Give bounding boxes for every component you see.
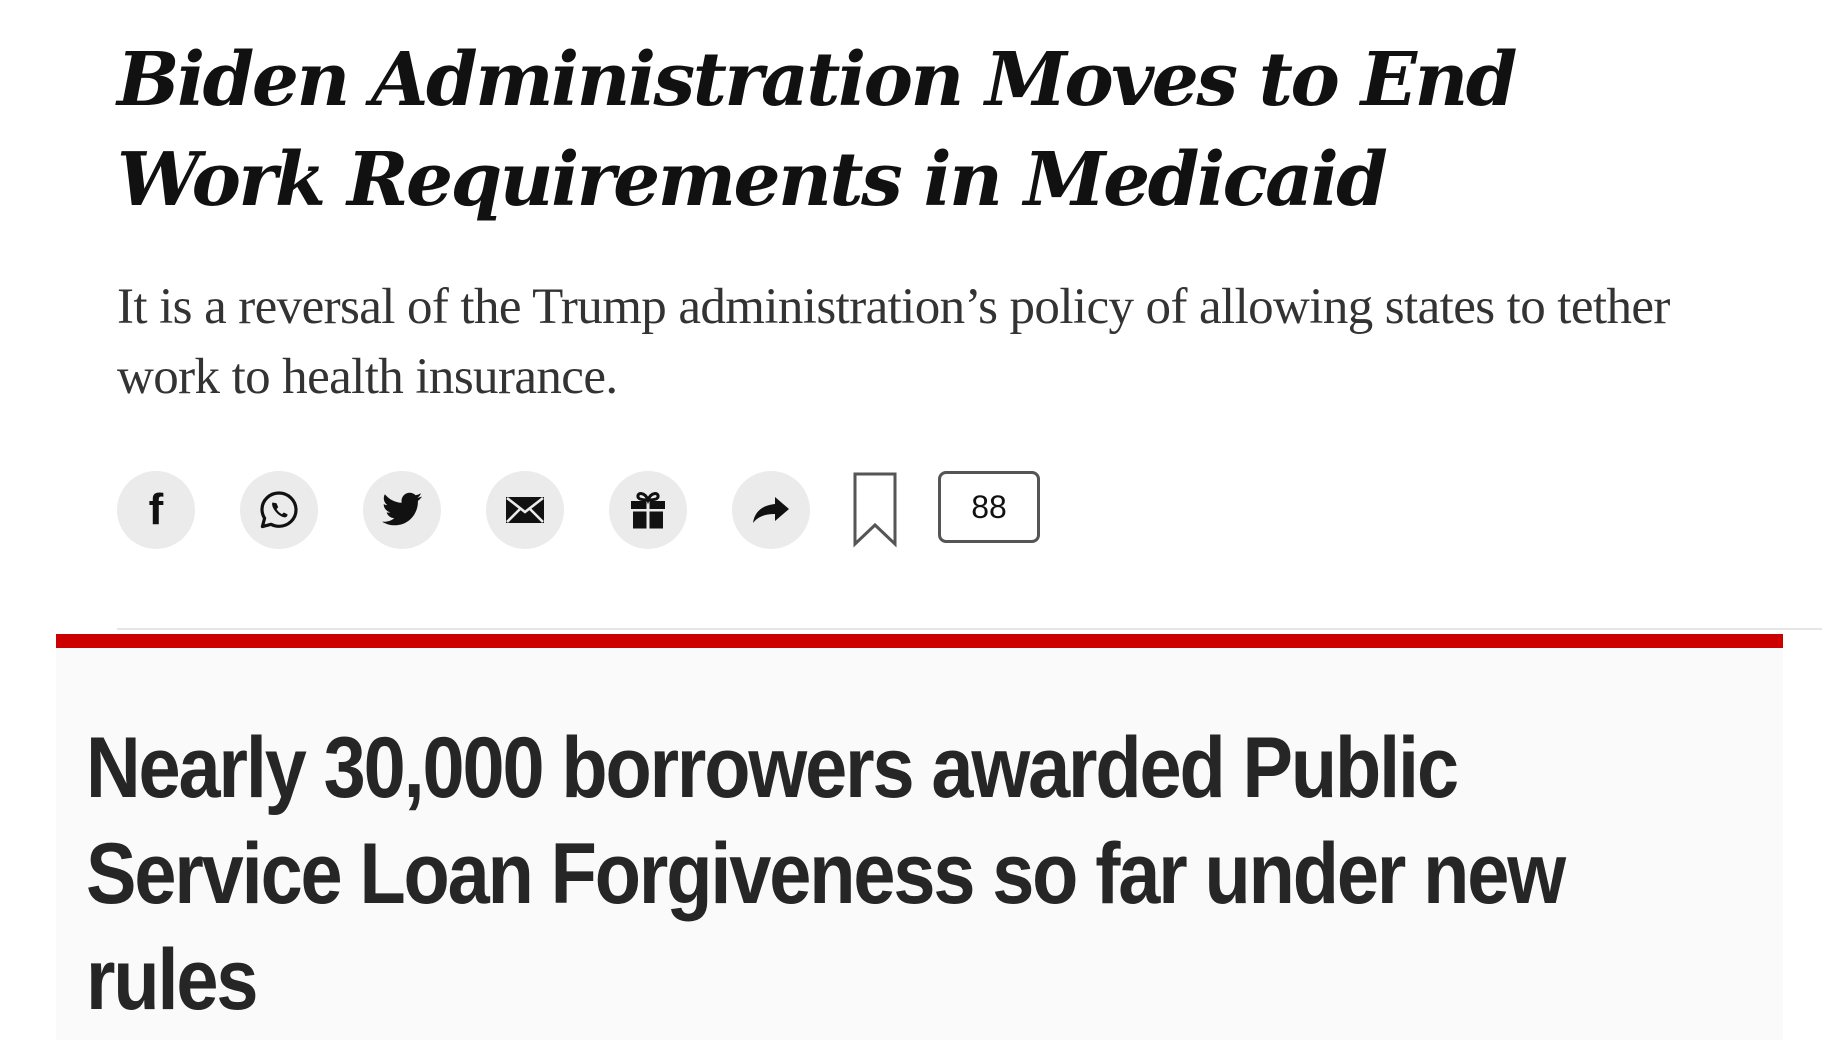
save-article-button[interactable]: [852, 472, 898, 548]
share-arrow-icon: [751, 495, 791, 525]
twitter-share-button[interactable]: [363, 471, 441, 549]
nyt-headline: Biden Administration Moves to End Work Requirements in Medicaid: [117, 37, 1516, 223]
gift-icon: [628, 489, 668, 531]
share-toolbar: [117, 465, 1040, 555]
cnn-headline: Nearly 30,000 borrowers awarded Public Service Loan Forgiveness so far under new rules: [86, 720, 1564, 1028]
email-share-button[interactable]: [486, 471, 564, 549]
comments-count: 88: [971, 488, 1007, 525]
bookmark-icon: [852, 472, 898, 548]
whatsapp-share-button[interactable]: [240, 471, 318, 549]
email-icon: [505, 496, 545, 524]
section-divider: [117, 628, 1822, 630]
nyt-summary: It is a reversal of the Trump administration’s policy of allowing states to tether work to health insurance.: [117, 279, 1670, 405]
twitter-icon: [381, 492, 423, 528]
gift-article-button[interactable]: [609, 471, 687, 549]
comments-button[interactable]: [938, 471, 1040, 543]
facebook-share-button[interactable]: [117, 471, 195, 549]
share-more-button[interactable]: [732, 471, 810, 549]
red-accent-bar: [56, 634, 1783, 648]
cnn-article-header: [56, 648, 1783, 1040]
whatsapp-icon: [257, 488, 301, 532]
facebook-icon: f: [148, 485, 164, 534]
